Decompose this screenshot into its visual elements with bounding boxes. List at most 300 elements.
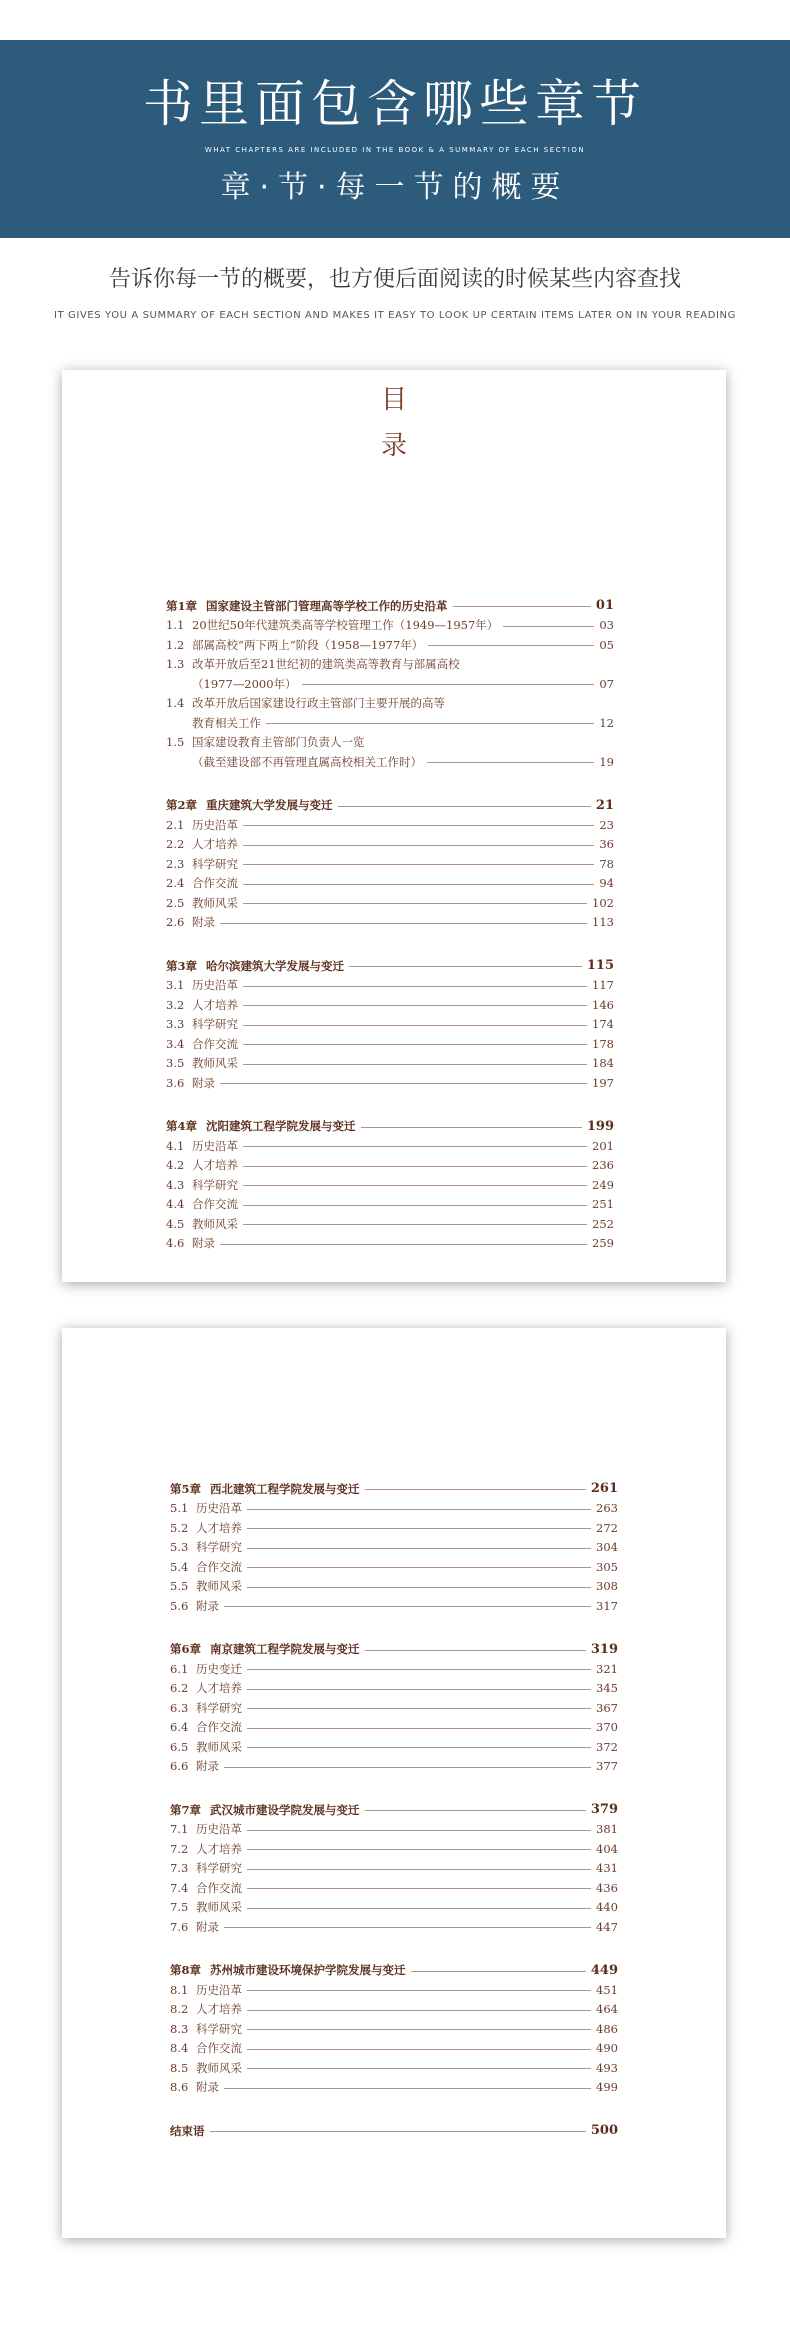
toc-title: 教师风采	[196, 2060, 242, 2075]
toc-number: 2.3	[166, 856, 185, 871]
toc-number: 6.3	[170, 1700, 189, 1715]
toc-leader-line	[243, 1166, 587, 1167]
chapter-block	[166, 956, 614, 1093]
toc-page-number: 305	[596, 1559, 618, 1574]
toc-number: 4.1	[166, 1138, 185, 1153]
toc-page-number: 201	[592, 1138, 614, 1153]
toc-page-number: 259	[592, 1236, 614, 1251]
toc-number: 7.5	[170, 1900, 189, 1915]
section-entry[interactable]	[166, 1073, 614, 1093]
toc-page-number: 499	[596, 2080, 618, 2095]
toc-title: 人才培养	[196, 1681, 242, 1696]
toc-leader-line	[243, 903, 587, 904]
toc-title: 附录	[196, 1759, 219, 1774]
toc-number: 8.6	[170, 2080, 189, 2095]
toc-title: 合作交流	[196, 1880, 242, 1895]
toc-page-number: 249	[592, 1177, 614, 1192]
toc-leader-line	[503, 626, 594, 627]
toc-title: 国家建设教育主管部门负责人一览	[192, 735, 365, 750]
toc-leader-line	[411, 1971, 586, 1972]
toc-title: 沈阳建筑工程学院发展与变迁	[206, 1119, 356, 1134]
section-entry[interactable]	[166, 616, 614, 636]
toc-title: 附录	[196, 1919, 219, 1934]
toc-title: （截至建设部不再管理直属高校相关工作时）	[192, 754, 422, 769]
toc-title: 合作交流	[196, 1559, 242, 1574]
section-entry[interactable]	[170, 2039, 618, 2059]
banner-subtitle-en: WHAT CHAPTERS ARE INCLUDED IN THE BOOK & A SUMMARY OF EACH SECTION	[204, 146, 586, 154]
toc-leader-line	[266, 723, 594, 724]
toc-title: 部属高校“两下两上”阶段（1958—1977年）	[192, 637, 424, 652]
toc-number: 5.4	[170, 1559, 189, 1574]
section-entry[interactable]	[166, 815, 614, 835]
section-entry[interactable]	[170, 2000, 618, 2020]
toc-title: 教师风采	[196, 1579, 242, 1594]
toc-leader-line	[247, 1587, 591, 1588]
toc-number: 1.5	[166, 735, 185, 750]
toc-leader-line	[247, 1689, 591, 1690]
chapter-block	[170, 1961, 618, 2098]
toc-heading-lu: 录	[380, 431, 407, 461]
toc-number: 1.1	[166, 618, 185, 633]
toc-title: 人才培养	[196, 1841, 242, 1856]
toc-title: 附录	[196, 1598, 219, 1613]
intro-text-cn: 告诉你每一节的概要，也方便后面阅读的时候某些内容查找	[108, 267, 681, 292]
toc-page-number: 263	[596, 1501, 618, 1516]
toc-number: 2.6	[166, 915, 185, 930]
toc-leader-line	[247, 2068, 591, 2069]
toc-leader-line	[427, 762, 594, 763]
chapter-entry[interactable]	[170, 1800, 618, 1820]
toc-page-number: 490	[596, 2041, 618, 2056]
toc-page-number: 486	[596, 2021, 618, 2036]
toc-page-number: 345	[596, 1681, 618, 1696]
toc-page-number: 493	[596, 2060, 618, 2075]
toc-page-number: 184	[592, 1056, 614, 1071]
toc-number: 7.1	[170, 1822, 189, 1837]
toc-leader-line	[224, 2088, 591, 2089]
toc-leader-line	[220, 923, 587, 924]
toc-number: 5.1	[170, 1501, 189, 1516]
toc-title: 人才培养	[196, 1520, 242, 1535]
section-entry[interactable]	[166, 893, 614, 913]
toc-title: 苏州城市建设环境保护学院发展与变迁	[210, 1963, 406, 1978]
toc-number: 4.2	[166, 1158, 185, 1173]
toc-title: 合作交流	[192, 1197, 238, 1212]
toc-number: 8.4	[170, 2041, 189, 2056]
toc-number: 6.4	[170, 1720, 189, 1735]
toc-title: 附录	[196, 2080, 219, 2095]
toc-title: 人才培养	[196, 2002, 242, 2017]
toc-page-number: 449	[590, 1962, 618, 1978]
toc-leader-line	[243, 864, 594, 865]
toc-number: 6.5	[170, 1739, 189, 1754]
toc-leader-line	[247, 1728, 591, 1729]
chapter-block	[166, 596, 614, 772]
toc-title: 历史沿革	[192, 1138, 238, 1153]
toc-leader-line	[247, 1869, 591, 1870]
toc-title: 历史变迁	[196, 1661, 242, 1676]
toc-leader-line	[361, 1127, 582, 1128]
toc-number: 4.3	[166, 1177, 185, 1192]
chapter-entry[interactable]	[170, 1961, 618, 1981]
toc-number: 2.1	[166, 817, 185, 832]
toc-page-number: 319	[590, 1641, 618, 1657]
header-banner	[0, 40, 790, 238]
toc-page-number: 377	[596, 1759, 618, 1774]
chapter-block	[170, 1479, 618, 1616]
toc-page-number: 404	[596, 1841, 618, 1856]
toc-list	[170, 1479, 618, 2141]
toc-leader-line	[247, 1888, 591, 1889]
toc-page-number: 431	[596, 1861, 618, 1876]
toc-page-number: 379	[590, 1802, 618, 1818]
toc-page-number: 113	[592, 915, 614, 930]
toc-title: 人才培养	[192, 837, 238, 852]
toc-number: 4.4	[166, 1197, 185, 1212]
toc-page-number: 381	[596, 1822, 618, 1837]
toc-number: 3.5	[166, 1056, 185, 1071]
toc-number: 3.1	[166, 978, 185, 993]
section-entry[interactable]	[166, 1054, 614, 1074]
toc-number: 8.2	[170, 2002, 189, 2017]
toc-number: 4.6	[166, 1236, 185, 1251]
toc-page-number: 01	[595, 598, 614, 614]
section-entry[interactable]	[170, 1518, 618, 1538]
section-entry[interactable]	[166, 694, 614, 714]
toc-leader-line	[243, 1064, 587, 1065]
section-entry[interactable]	[166, 835, 614, 855]
toc-page-number: 321	[596, 1661, 618, 1676]
toc-number: 3.6	[166, 1075, 185, 1090]
toc-number: 3.4	[166, 1036, 185, 1051]
chapter-block	[166, 1117, 614, 1254]
toc-leader-line	[247, 1669, 591, 1670]
toc-number: 2.5	[166, 895, 185, 910]
section-entry[interactable]	[170, 1859, 618, 1879]
section-entry[interactable]	[166, 655, 614, 675]
section-entry[interactable]	[170, 1757, 618, 1777]
section-entry[interactable]	[166, 913, 614, 933]
toc-leader-line	[247, 1747, 591, 1748]
toc-page-number: 174	[592, 1017, 614, 1032]
section-entry[interactable]	[170, 1917, 618, 1937]
toc-leader-line	[365, 1810, 586, 1811]
toc-title: 哈尔滨建筑大学发展与变迁	[206, 958, 344, 973]
toc-leader-line	[349, 966, 582, 967]
toc-number: 1.2	[166, 637, 185, 652]
section-entry[interactable]	[166, 733, 614, 753]
section-entry[interactable]	[170, 2019, 618, 2039]
toc-leader-line	[338, 806, 591, 807]
banner-title: 书里面包含哪些章节	[143, 75, 647, 133]
toc-title: 历史沿革	[192, 817, 238, 832]
section-entry[interactable]	[166, 635, 614, 655]
toc-title: 合作交流	[196, 1720, 242, 1735]
section-entry[interactable]	[170, 1898, 618, 1918]
toc-number: 6.2	[170, 1681, 189, 1696]
toc-title: 南京建筑工程学院发展与变迁	[210, 1642, 360, 1657]
toc-leader-line	[224, 1767, 591, 1768]
toc-page-number: 94	[599, 876, 614, 891]
section-entry[interactable]	[166, 976, 614, 996]
toc-title: 附录	[192, 1075, 215, 1090]
section-entry[interactable]	[170, 1878, 618, 1898]
toc-number: 第3章	[166, 958, 198, 973]
section-entry[interactable]	[170, 1679, 618, 1699]
toc-number: 第2章	[166, 798, 198, 813]
toc-page-number: 436	[596, 1880, 618, 1895]
chapter-entry[interactable]	[170, 1479, 618, 1499]
toc-leader-line	[247, 1908, 591, 1909]
toc-leader-line	[247, 1830, 591, 1831]
toc-number: 8.5	[170, 2060, 189, 2075]
toc-page-number: 23	[599, 817, 614, 832]
toc-leader-line	[243, 986, 587, 987]
toc-title: 教育相关工作	[192, 715, 261, 730]
toc-page-number: 308	[596, 1579, 618, 1594]
section-entry[interactable]	[166, 874, 614, 894]
toc-title: 国家建设主管部门管理高等学校工作的历史沿革	[206, 598, 448, 613]
toc-number: 8.3	[170, 2021, 189, 2036]
section-entry[interactable]	[166, 1234, 614, 1254]
toc-leader-line	[247, 2049, 591, 2050]
toc-page-number: 78	[599, 856, 614, 871]
toc-leader-line	[302, 684, 595, 685]
section-entry[interactable]	[170, 1659, 618, 1679]
toc-number: 5.2	[170, 1520, 189, 1535]
toc-leader-line	[243, 884, 594, 885]
toc-number: 5.6	[170, 1598, 189, 1613]
toc-title: 历史沿革	[196, 1822, 242, 1837]
chapter-entry[interactable]	[166, 956, 614, 976]
toc-leader-line	[247, 1708, 591, 1709]
section-entry[interactable]	[170, 1980, 618, 2000]
chapter-entry[interactable]	[166, 796, 614, 816]
toc-title: 教师风采	[196, 1739, 242, 1754]
toc-leader-line	[453, 606, 591, 607]
toc-title: 科学研究	[196, 2021, 242, 2036]
intro-text-en: IT GIVES YOU A SUMMARY OF EACH SECTION AND MAKES IT EASY TO LOOK UP CERTAIN ITEMS LATER ON IN YOUR READING	[54, 310, 736, 321]
toc-page-number: 236	[592, 1158, 614, 1173]
toc-page-number: 146	[592, 997, 614, 1012]
toc-leader-line	[247, 1990, 591, 1991]
toc-leader-line	[247, 1528, 591, 1529]
toc-number: 1.3	[166, 657, 185, 672]
section-entry-continued[interactable]	[166, 713, 614, 733]
toc-leader-line	[247, 1509, 591, 1510]
section-entry[interactable]	[170, 1557, 618, 1577]
toc-number: 3.2	[166, 997, 185, 1012]
toc-page-number: 03	[599, 618, 614, 633]
toc-number: 第7章	[170, 1802, 202, 1817]
toc-number: 3.3	[166, 1017, 185, 1032]
section-entry[interactable]	[166, 1175, 614, 1195]
section-entry[interactable]	[166, 1136, 614, 1156]
toc-number: 6.6	[170, 1759, 189, 1774]
toc-leader-line	[243, 1005, 587, 1006]
toc-leader-line	[247, 2010, 591, 2011]
toc-title: 附录	[192, 915, 215, 930]
section-entry[interactable]	[170, 1596, 618, 1616]
toc-leader-line	[210, 2131, 586, 2132]
section-entry[interactable]	[170, 2078, 618, 2098]
banner-subtitle-cn: 章·节·每一节的概要	[220, 170, 570, 205]
toc-number: 第1章	[166, 598, 198, 613]
toc-page-1	[62, 370, 726, 1282]
toc-page-number: 102	[592, 895, 614, 910]
toc-number: 2.4	[166, 876, 185, 891]
toc-leader-line	[243, 1146, 587, 1147]
toc-page-number: 07	[599, 676, 614, 691]
toc-page-number: 05	[599, 637, 614, 652]
toc-number: 7.3	[170, 1861, 189, 1876]
toc-leader-line	[220, 1244, 587, 1245]
toc-leader-line	[247, 1548, 591, 1549]
toc-title: 历史沿革	[196, 1501, 242, 1516]
toc-leader-line	[365, 1489, 586, 1490]
toc-title: 改革开放后至21世纪初的建筑类高等教育与部属高校	[192, 657, 460, 672]
toc-page-number: 12	[599, 715, 614, 730]
toc-page-number: 199	[586, 1118, 614, 1134]
toc-number: 6.1	[170, 1661, 189, 1676]
toc-leader-line	[243, 1185, 587, 1186]
toc-page-number: 251	[592, 1197, 614, 1212]
toc-leader-line	[243, 1025, 587, 1026]
toc-title: 武汉城市建设学院发展与变迁	[210, 1802, 360, 1817]
toc-number: 7.6	[170, 1919, 189, 1934]
toc-page-number: 440	[596, 1900, 618, 1915]
toc-page-number: 115	[586, 958, 614, 974]
toc-number: 5.3	[170, 1540, 189, 1555]
toc-page-number: 261	[590, 1481, 618, 1497]
section-entry-continued[interactable]	[166, 752, 614, 772]
toc-title: 改革开放后国家建设行政主管部门主要开展的高等	[192, 696, 445, 711]
toc-list	[166, 596, 614, 1277]
toc-leader-line	[224, 1606, 591, 1607]
toc-page-number: 317	[596, 1598, 618, 1613]
toc-page-number: 370	[596, 1720, 618, 1735]
toc-page-number: 36	[599, 837, 614, 852]
toc-page-number: 372	[596, 1739, 618, 1754]
toc-leader-line	[365, 1650, 586, 1651]
toc-page-number: 19	[599, 754, 614, 769]
section-entry[interactable]	[170, 1538, 618, 1558]
toc-title: 科学研究	[196, 1540, 242, 1555]
section-entry[interactable]	[166, 995, 614, 1015]
toc-page-2	[62, 1328, 726, 2238]
toc-leader-line	[220, 1083, 587, 1084]
chapter-entry[interactable]	[166, 1117, 614, 1137]
toc-title: 教师风采	[192, 1216, 238, 1231]
toc-title: 西北建筑工程学院发展与变迁	[210, 1481, 360, 1496]
toc-title: 人才培养	[192, 1158, 238, 1173]
toc-heading-mu: 目	[380, 385, 407, 415]
toc-title: 合作交流	[196, 2041, 242, 2056]
section-entry[interactable]	[166, 1034, 614, 1054]
toc-page-number: 272	[596, 1520, 618, 1535]
toc-title: 科学研究	[192, 1017, 238, 1032]
chapter-entry[interactable]	[166, 596, 614, 616]
section-entry[interactable]	[166, 854, 614, 874]
section-entry[interactable]	[166, 1195, 614, 1215]
toc-leader-line	[247, 1849, 591, 1850]
toc-title: 教师风采	[192, 895, 238, 910]
toc-leader-line	[243, 1205, 587, 1206]
toc-title: 科学研究	[192, 856, 238, 871]
toc-page-number: 21	[595, 797, 614, 813]
toc-page-number: 304	[596, 1540, 618, 1555]
section-entry[interactable]	[170, 1577, 618, 1597]
toc-number: 1.4	[166, 696, 185, 711]
toc-title: 重庆建筑大学发展与变迁	[206, 798, 333, 813]
toc-leader-line	[247, 2029, 591, 2030]
toc-title: 教师风采	[192, 1056, 238, 1071]
toc-number: 8.1	[170, 1982, 189, 1997]
toc-title: 科学研究	[196, 1700, 242, 1715]
section-entry[interactable]	[166, 1015, 614, 1035]
toc-number: 第4章	[166, 1119, 198, 1134]
toc-title: 教师风采	[196, 1900, 242, 1915]
section-entry[interactable]	[170, 1839, 618, 1859]
toc-number: 第5章	[170, 1481, 202, 1496]
toc-number: 5.5	[170, 1579, 189, 1594]
toc-page-number: 252	[592, 1216, 614, 1231]
section-entry[interactable]	[170, 1499, 618, 1519]
toc-page-number: 500	[590, 2123, 618, 2139]
toc-title: 历史沿革	[192, 978, 238, 993]
section-entry-continued[interactable]	[166, 674, 614, 694]
toc-number: 7.4	[170, 1880, 189, 1895]
toc-page-number: 117	[592, 978, 614, 993]
closing-entry[interactable]	[170, 2121, 618, 2141]
section-entry[interactable]	[170, 2058, 618, 2078]
section-entry[interactable]	[170, 1718, 618, 1738]
toc-page-number: 367	[596, 1700, 618, 1715]
toc-number: 7.2	[170, 1841, 189, 1856]
section-entry[interactable]	[170, 1737, 618, 1757]
toc-leader-line	[243, 1224, 587, 1225]
toc-title: 人才培养	[192, 997, 238, 1012]
toc-number: 第8章	[170, 1963, 202, 1978]
toc-title: 附录	[192, 1236, 215, 1251]
section-entry[interactable]	[166, 1214, 614, 1234]
toc-title: （1977—2000年）	[192, 676, 297, 691]
toc-leader-line	[243, 825, 594, 826]
toc-number: 第6章	[170, 1642, 202, 1657]
toc-page-number: 178	[592, 1036, 614, 1051]
chapter-block	[170, 1800, 618, 1937]
chapter-block	[170, 1640, 618, 1777]
toc-title: 合作交流	[192, 1036, 238, 1051]
toc-title: 20世纪50年代建筑类高等学校管理工作（1949—1957年）	[192, 618, 499, 633]
toc-page-number: 464	[596, 2002, 618, 2017]
toc-leader-line	[243, 1044, 587, 1045]
toc-title: 历史沿革	[196, 1982, 242, 1997]
toc-page-number: 451	[596, 1982, 618, 1997]
chapter-entry[interactable]	[170, 1640, 618, 1660]
toc-page-number: 447	[596, 1919, 618, 1934]
toc-leader-line	[428, 645, 594, 646]
toc-number: 4.5	[166, 1216, 185, 1231]
section-entry[interactable]	[170, 1698, 618, 1718]
section-entry[interactable]	[166, 1156, 614, 1176]
toc-leader-line	[243, 845, 594, 846]
toc-leader-line	[247, 1567, 591, 1568]
toc-title: 科学研究	[192, 1177, 238, 1192]
toc-number: 2.2	[166, 837, 185, 852]
toc-title: 合作交流	[192, 876, 238, 891]
section-entry[interactable]	[170, 1820, 618, 1840]
